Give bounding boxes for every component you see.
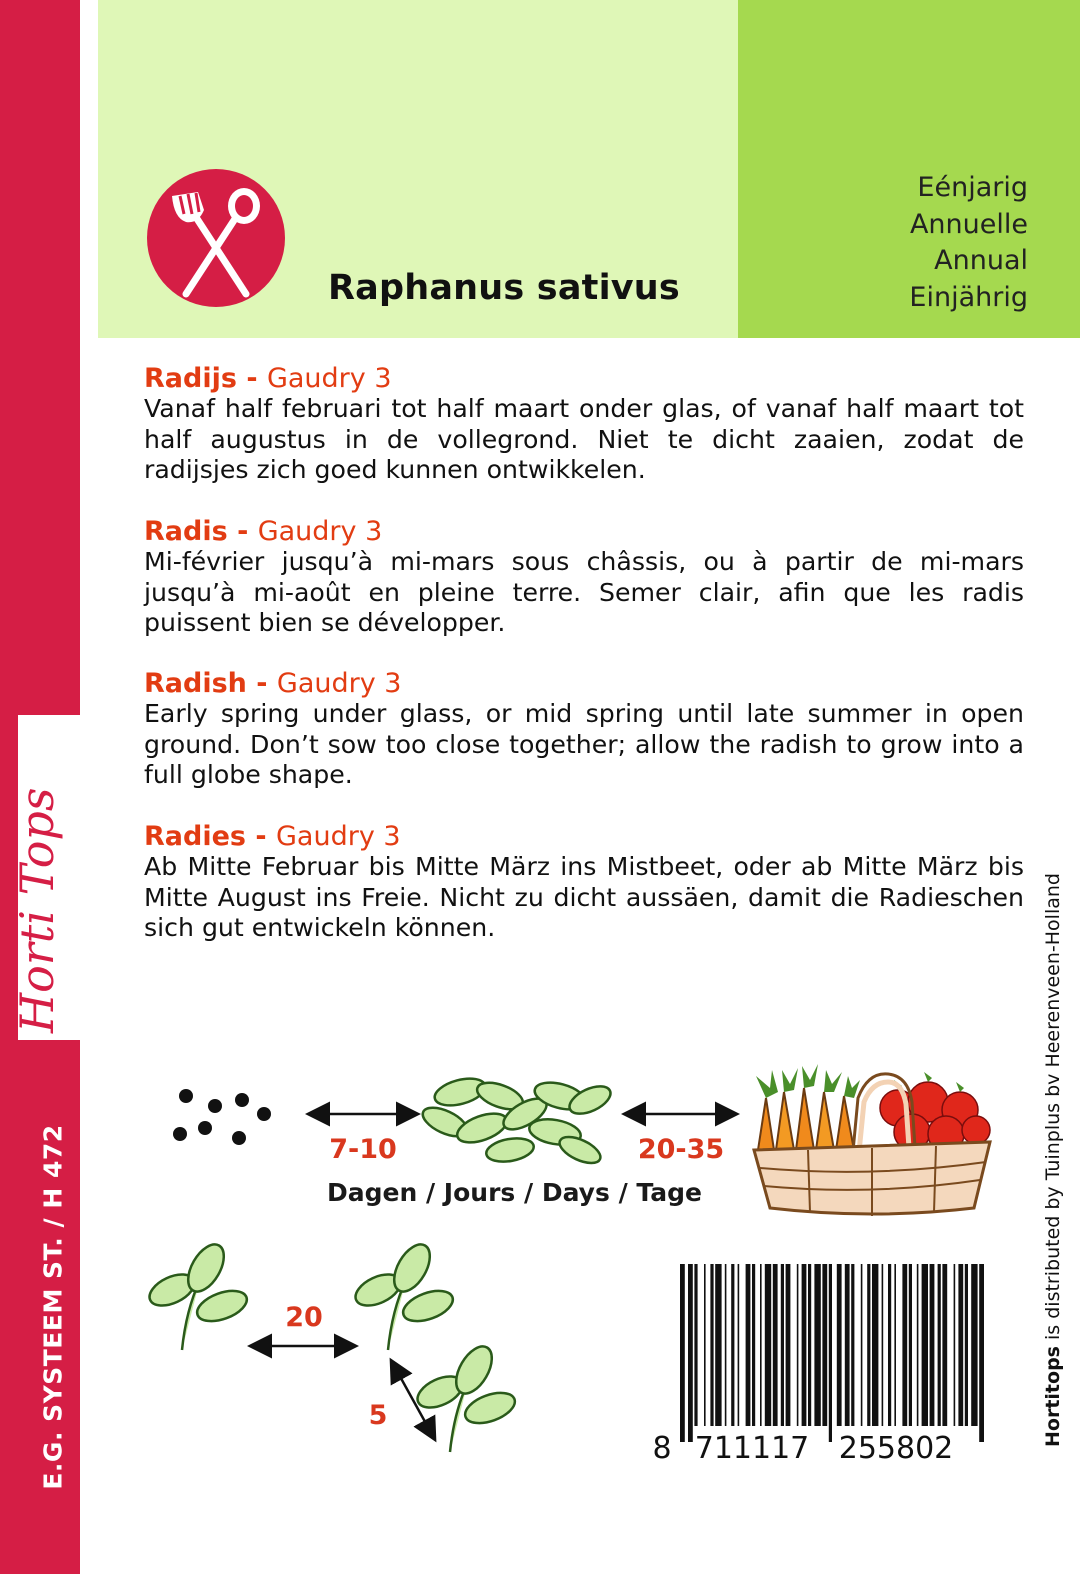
barcode-bar bbox=[781, 1264, 784, 1426]
barcode-bar bbox=[680, 1264, 685, 1442]
barcode-bar bbox=[704, 1264, 706, 1426]
barcode-bar bbox=[710, 1264, 713, 1426]
lifecycle-de: Einjährig bbox=[909, 281, 1028, 313]
barcode-bar bbox=[694, 1264, 697, 1426]
barcode bbox=[650, 1262, 990, 1466]
barcode-bar bbox=[979, 1264, 984, 1442]
barcode-bar bbox=[746, 1264, 751, 1426]
lifecycle-nl: Eénjarig bbox=[917, 172, 1028, 203]
barcode-bar bbox=[867, 1264, 870, 1426]
section-heading: Radies - Gaudry 3 bbox=[144, 821, 401, 852]
lifecycle-list bbox=[909, 170, 1028, 316]
barcode-bar bbox=[954, 1264, 956, 1426]
barcode-bar bbox=[786, 1264, 791, 1426]
barcode-bar bbox=[822, 1264, 827, 1426]
barcode-bar bbox=[909, 1264, 912, 1426]
barcode-bar bbox=[965, 1264, 968, 1426]
section-text: Mi-février jusqu’à mi-mars sous châssis, ou à partir de mi-mars jusqu’à mi-août en pleine terre. Semer clair, afin que les radis puissent bien se développer. bbox=[144, 547, 1024, 637]
barcode-digit-lead: 8 bbox=[652, 1431, 672, 1466]
days-label: Dagen / Jours / Days / Tage bbox=[327, 1178, 702, 1207]
barcode-bar bbox=[837, 1264, 842, 1426]
barcode-bar bbox=[752, 1264, 755, 1426]
barcode-bar bbox=[814, 1264, 820, 1426]
harvest-basket-icon bbox=[748, 1058, 996, 1218]
barcode-bar bbox=[760, 1264, 762, 1426]
section-heading: Radish - Gaudry 3 bbox=[144, 668, 402, 699]
barcode-bar bbox=[797, 1264, 799, 1426]
barcode-bar bbox=[725, 1264, 727, 1426]
barcode-bars bbox=[680, 1264, 984, 1442]
barcode-bar bbox=[930, 1264, 935, 1426]
distributor-brand: Hortitops bbox=[1042, 1346, 1064, 1447]
section-fr bbox=[144, 517, 1024, 639]
seeds-icon bbox=[173, 1089, 271, 1145]
section-text: Vanaf half februari tot half maart onder glas, of vanaf half maart tot half augustus in de vollegrond. Niet te dicht zaaien, zodat de radijsjes zich goed kunnen ontwikkelen. bbox=[144, 394, 1024, 484]
barcode-bar bbox=[888, 1264, 891, 1426]
barcode-bar bbox=[738, 1264, 740, 1426]
lifecycle-fr: Annuelle bbox=[909, 208, 1028, 240]
barcode-digits-left: 711117 bbox=[694, 1431, 810, 1466]
barcode-bar bbox=[773, 1264, 778, 1426]
barcode-bar bbox=[917, 1264, 919, 1426]
section-heading: Radis - Gaudry 3 bbox=[144, 516, 383, 547]
horti-tops-logo bbox=[10, 715, 80, 1040]
barcode-digits-right: 255802 bbox=[838, 1431, 954, 1466]
salad-servers-icon bbox=[146, 168, 286, 308]
row-distance: 20 bbox=[285, 1302, 323, 1333]
barcode-bar bbox=[971, 1264, 977, 1426]
barcode-bar bbox=[882, 1264, 884, 1426]
barcode-bar bbox=[894, 1264, 896, 1426]
barcode-bar bbox=[942, 1264, 947, 1426]
section-heading: Radijs - Gaudry 3 bbox=[144, 363, 392, 394]
seedlings-icon bbox=[419, 1074, 615, 1169]
section-text: Ab Mitte Februar bis Mitte März ins Mistbeet, oder ab Mitte März bis Mitte August ins Freie. Nicht zu dicht aussäen, damit die Radieschen sich gut entwickeln können. bbox=[144, 852, 1024, 942]
barcode-bar bbox=[902, 1264, 907, 1426]
section-de bbox=[144, 822, 1024, 944]
distributor-text bbox=[1042, 873, 1064, 1447]
barcode-bar bbox=[765, 1264, 771, 1426]
distributor-wrap bbox=[1036, 850, 1070, 1470]
barcode-bar bbox=[715, 1264, 721, 1426]
barcode-bar bbox=[829, 1264, 832, 1442]
barcode-bar bbox=[851, 1264, 854, 1426]
section-text: Early spring under glass, or mid spring until late summer in open ground. Don’t sow too close together; allow the radish to grow into a full globe shape. bbox=[144, 699, 1024, 789]
barcode-bar bbox=[808, 1264, 811, 1426]
section-nl bbox=[144, 364, 1024, 486]
harvest-days: 20-35 bbox=[637, 1134, 725, 1165]
germination-days: 7-10 bbox=[329, 1134, 397, 1165]
side-code-wrap bbox=[28, 1040, 78, 1574]
barcode-bar bbox=[845, 1264, 850, 1426]
barcode-bar bbox=[922, 1264, 928, 1426]
lifecycle-en: Annual bbox=[934, 245, 1028, 276]
barcode-bar bbox=[958, 1264, 963, 1426]
barcode-bar bbox=[688, 1264, 693, 1442]
barcode-bar bbox=[872, 1264, 878, 1426]
latin-name: Raphanus sativus bbox=[328, 268, 680, 308]
barcode-bar bbox=[731, 1264, 734, 1426]
side-code: E.G. SYSTEEM ST. / H 472 bbox=[38, 1124, 68, 1490]
distributor-note: is distributed by Tuinplus bv Heerenveen-Holland bbox=[1042, 873, 1064, 1347]
barcode-bar bbox=[861, 1264, 863, 1426]
plant-spacing-icon bbox=[140, 1240, 540, 1470]
logo-text: Horti Tops bbox=[10, 787, 64, 1033]
barcode-bar bbox=[802, 1264, 807, 1426]
section-en bbox=[144, 669, 1024, 791]
barcode-bar bbox=[938, 1264, 941, 1426]
plant-distance: 5 bbox=[368, 1400, 388, 1431]
